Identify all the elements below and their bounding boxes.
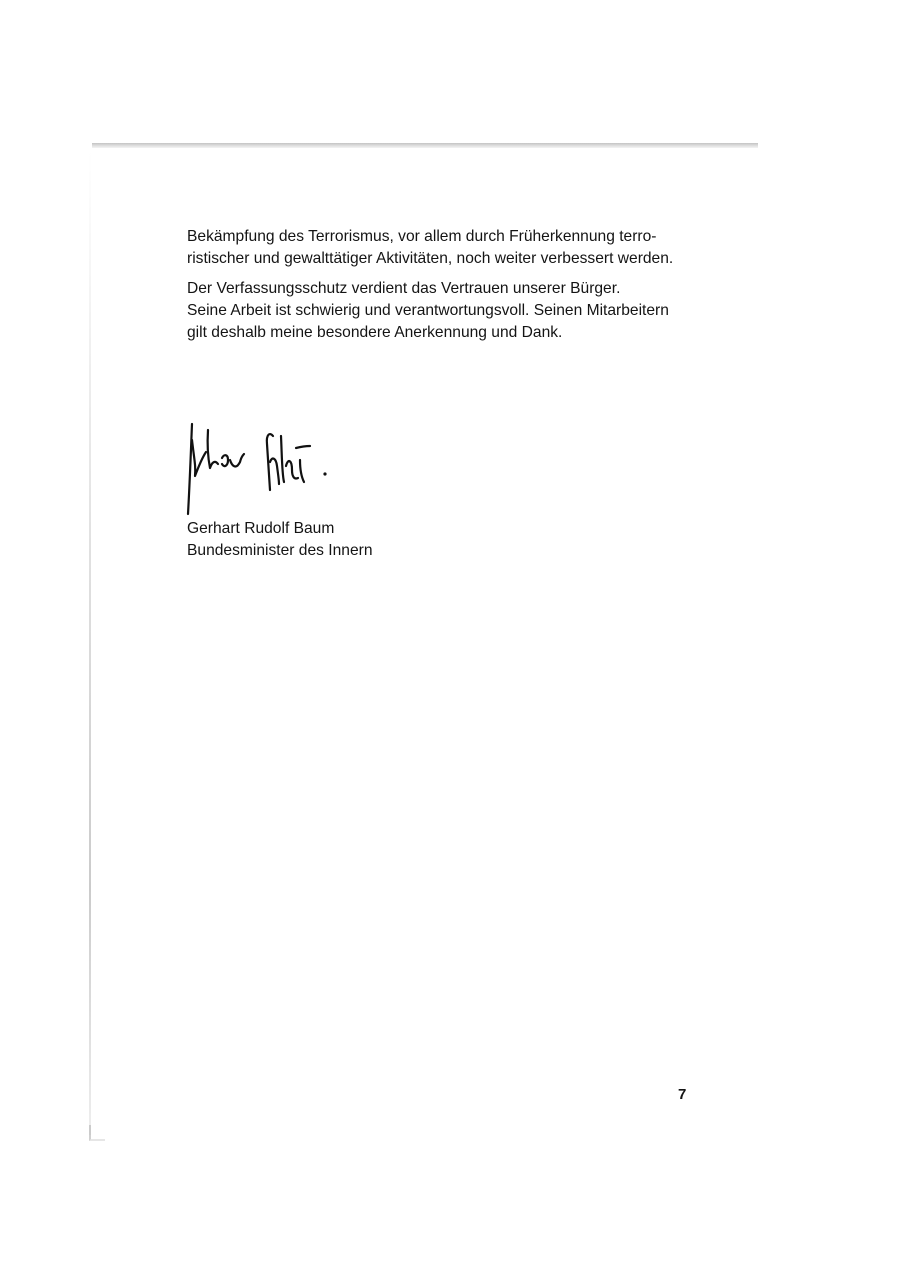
scan-shadow-corner <box>89 1125 105 1141</box>
text-line: gilt deshalb meine besondere Anerkennung und Dank. <box>187 324 563 341</box>
handwritten-signature <box>178 418 338 518</box>
scan-shadow-left <box>89 150 91 1135</box>
paragraph-acknowledgement <box>187 278 707 344</box>
signatory-title: Bundesminister des Innern <box>187 542 373 559</box>
text-line: Der Verfassungsschutz verdient das Vertrauen unserer Bürger. <box>187 280 621 297</box>
text-line: Bekämpfung des Terrorismus, vor allem durch Früherkennung terro- <box>187 228 657 245</box>
scan-shadow-top <box>92 143 758 148</box>
page-number: 7 <box>678 1086 687 1103</box>
text-line: ristischer und gewalttätiger Aktivitäten, noch weiter verbessert werden. <box>187 250 674 267</box>
signatory-name: Gerhart Rudolf Baum <box>187 520 335 537</box>
text-line: Seine Arbeit ist schwierig und verantwortungsvoll. Seinen Mitarbeitern <box>187 302 669 319</box>
paragraph-terrorism <box>187 226 707 270</box>
signature-block <box>187 518 373 562</box>
